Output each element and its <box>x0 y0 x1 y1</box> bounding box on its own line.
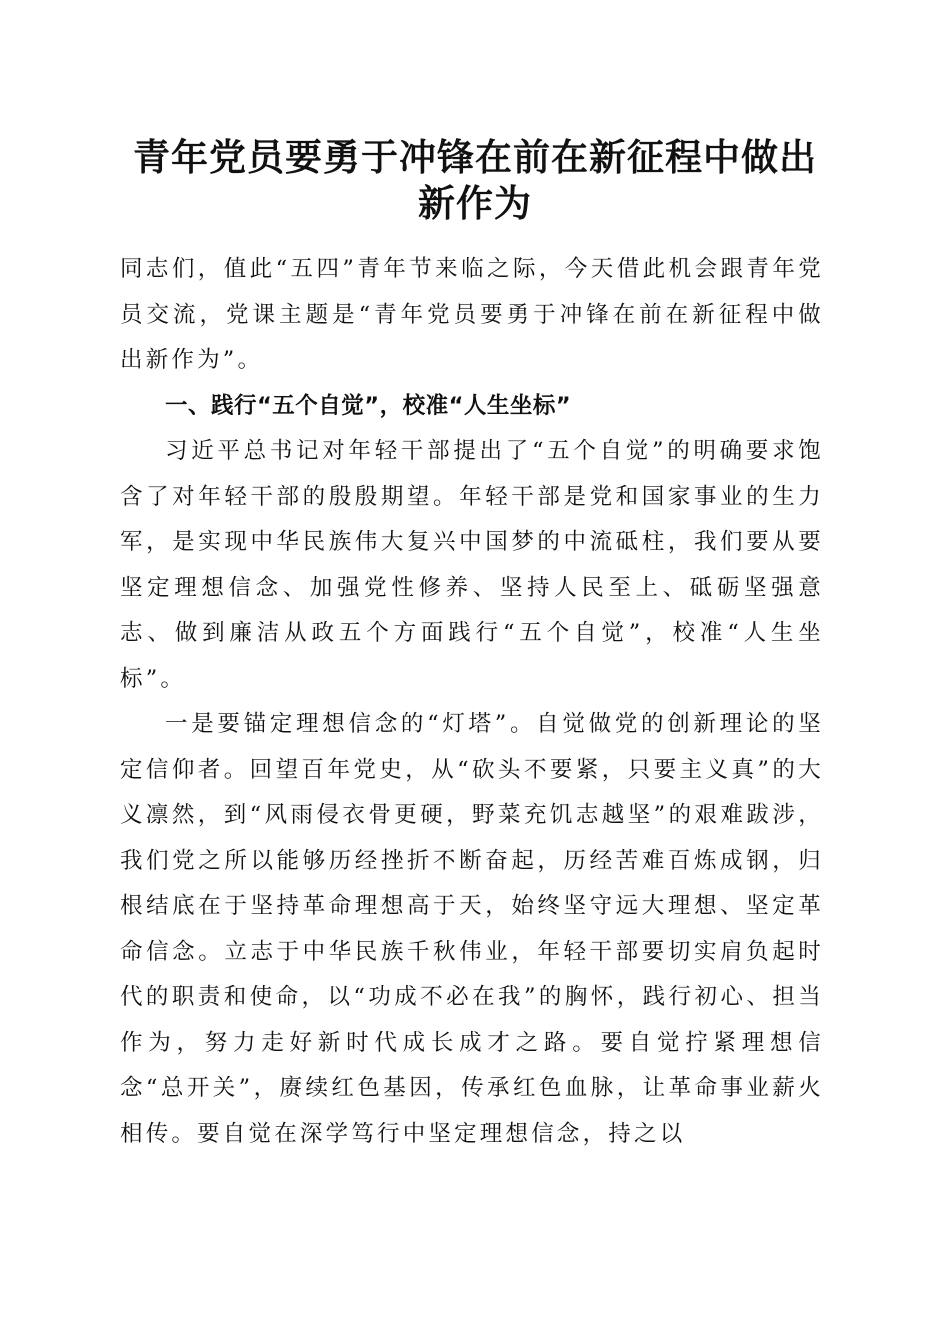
section-one-paragraph: 习近平总书记对年轻干部提出了“五个自觉”的明确要求饱含了对年轻干部的殷殷期望。年轻干部是党和国家事业的生力军，是实现中华民族伟大复兴中国梦的中流砥柱，我们要从要坚定理想信念、加强党性修养、坚持人民至上、砥砺坚强意志、做到廉洁从政五个方面践行“五个自觉”，校准“人生坐标”。 <box>120 438 824 692</box>
point-one-paragraph: 一是要锚定理想信念的“灯塔”。自觉做党的创新理论的坚定信仰者。回望百年党史，从“砍头不要紧，只要主义真”的大义凛然，到“风雨侵衣骨更硬，野菜充饥志越坚”的艰难跋涉，我们党之所以能够历经挫折不断奋起，历经苦难百炼成钢，归根结底在于坚持革命理想高于天，始终坚守远大理想、坚定革命信念。立志于中华民族千秋伟业，年轻干部要切实肩负起时代的职责和使命，以“功成不必在我”的胸怀，践行初心、担当作为，努力走好新时代成长成才之路。要自觉拧紧理想信念“总开关”，赓续红色基因，传承红色血脉，让革命事业薪火相传。要自觉在深学笃行中坚定理想信念，持之以 <box>120 711 824 1147</box>
document-title: 青年党员要勇于冲锋在前在新征程中做出新作为 <box>133 135 817 225</box>
document-body <box>120 247 824 1157</box>
intro-paragraph: 同志们，值此“五四”青年节来临之际，今天借此机会跟青年党员交流，党课主题是“青年党员要勇于冲锋在前在新征程中做出新作为”。 <box>120 256 824 373</box>
section-one-heading: 一、践行“五个自觉”，校准“人生坐标” <box>165 392 572 419</box>
